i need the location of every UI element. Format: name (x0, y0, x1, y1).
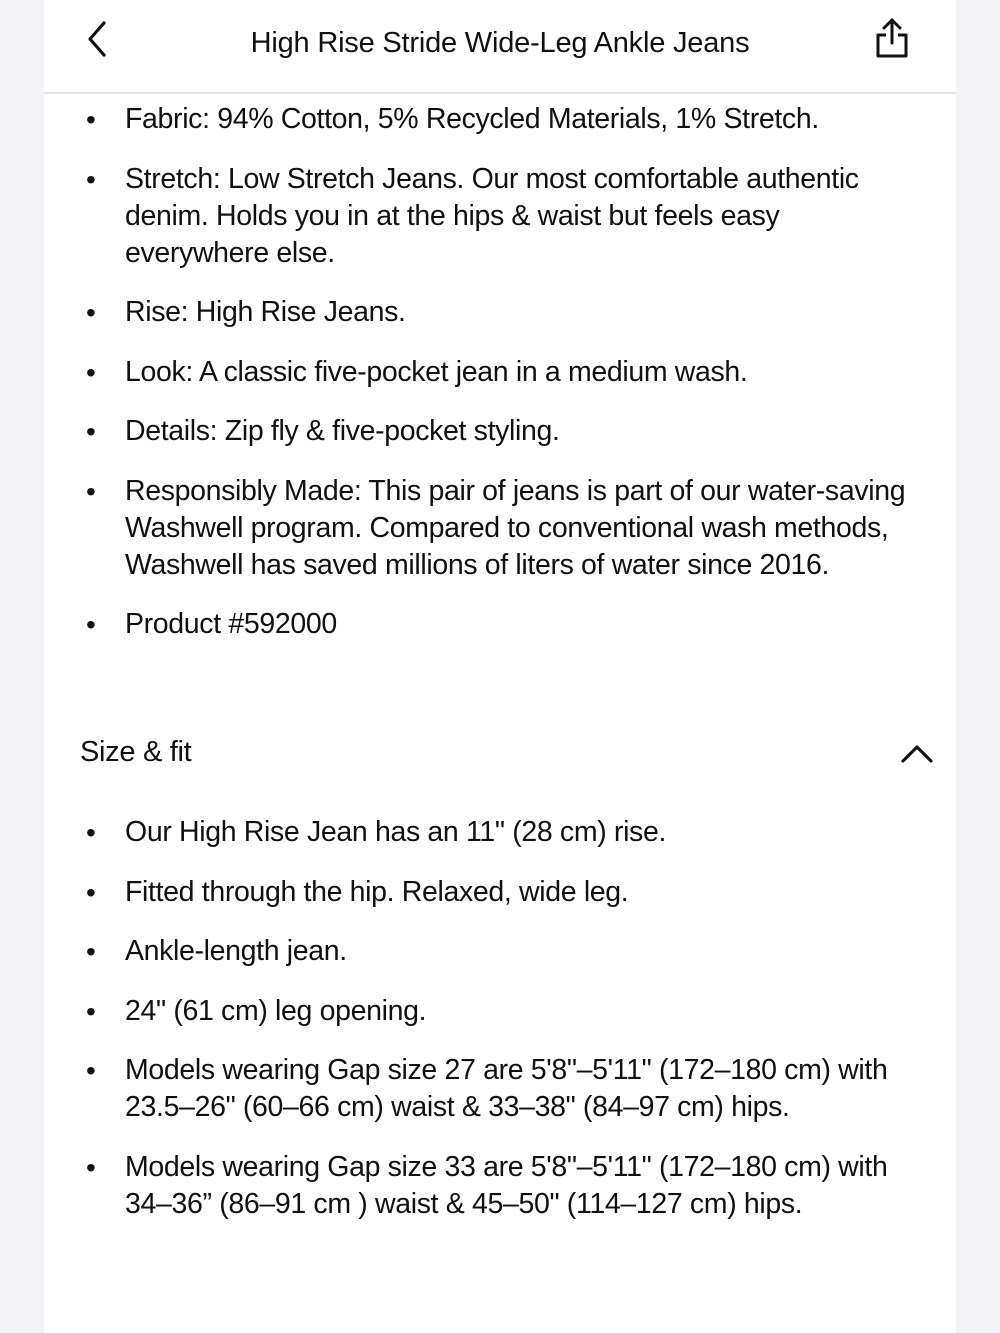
list-item (80, 993, 930, 1030)
back-button[interactable] (78, 18, 116, 60)
bullet-dot: • (86, 876, 96, 908)
bullet-dot: • (86, 297, 96, 328)
list-item (80, 606, 930, 643)
bullet-dot: • (86, 1055, 96, 1086)
share-button[interactable] (868, 14, 916, 62)
list-item (80, 814, 930, 851)
list-item-text: Product #592000 (125, 608, 337, 640)
list-item-text: Models wearing Gap size 33 are 5'8"–5'11" (172–180 cm) with 34–36” (86–91 cm ) waist & 45–50" (114–127 cm) hips. (125, 1150, 888, 1220)
list-item-text: Look: A classic five-pocket jean in a medium wash. (125, 355, 748, 388)
size-fit-section-toggle[interactable] (44, 718, 956, 788)
list-item (80, 1052, 930, 1126)
list-item-text: Details: Zip fly & five-pocket styling. (125, 415, 560, 447)
list-item (80, 161, 930, 272)
share-icon (872, 16, 912, 60)
list-item (80, 874, 930, 911)
bullet-dot: • (86, 163, 96, 195)
list-item-text: Rise: High Rise Jeans. (125, 296, 406, 328)
bullet-dot: • (86, 1151, 96, 1183)
list-item (80, 101, 930, 138)
list-item (80, 413, 930, 450)
list-item-text: Models wearing Gap size 27 are 5'8"–5'11" (172–180 cm) with 23.5–26" (60–66 cm) waist & 33–38" (84–97 cm) hips. (125, 1054, 888, 1123)
bullet-dot: • (86, 817, 96, 848)
list-item (80, 473, 930, 584)
list-item-text: 24" (61 cm) leg opening. (125, 994, 427, 1027)
list-item-text: Our High Rise Jean has an 11" (28 cm) rise. (125, 816, 667, 848)
list-item (80, 354, 930, 391)
bullet-dot: • (86, 995, 96, 1027)
header-divider (44, 92, 956, 94)
list-item (80, 294, 930, 331)
bullet-dot: • (86, 475, 96, 507)
bullet-dot: • (86, 416, 96, 447)
list-item-text: Fitted through the hip. Relaxed, wide leg. (125, 875, 629, 908)
list-item-text: Ankle-length jean. (125, 935, 347, 967)
list-item-text: Fabric: 94% Cotton, 5% Recycled Materials, 1% Stretch. (125, 103, 819, 135)
bullet-dot: • (86, 936, 96, 967)
top-navigation-bar (0, 0, 1000, 92)
list-item (80, 933, 930, 970)
size-fit-list (80, 814, 930, 1245)
bullet-dot: • (86, 356, 96, 388)
chevron-up-icon (899, 738, 935, 768)
list-item-text: Stretch: Low Stretch Jeans. Our most comfortable authentic denim. Holds you in at the hips & waist but feels easy everywhere else. (125, 162, 859, 269)
chevron-left-icon (84, 19, 110, 59)
page-title: High Rise Stride Wide-Leg Ankle Jeans (250, 27, 750, 59)
list-item-text: Responsibly Made: This pair of jeans is part of our water-saving Washwell program. Compared to conventional wash methods, Washwell has saved millions of liters of water since 2016. (125, 474, 906, 581)
section-title: Size & fit (80, 736, 192, 768)
list-item (80, 1149, 930, 1223)
bullet-dot: • (86, 609, 96, 640)
bullet-dot: • (86, 104, 96, 135)
product-details-list (80, 101, 930, 666)
